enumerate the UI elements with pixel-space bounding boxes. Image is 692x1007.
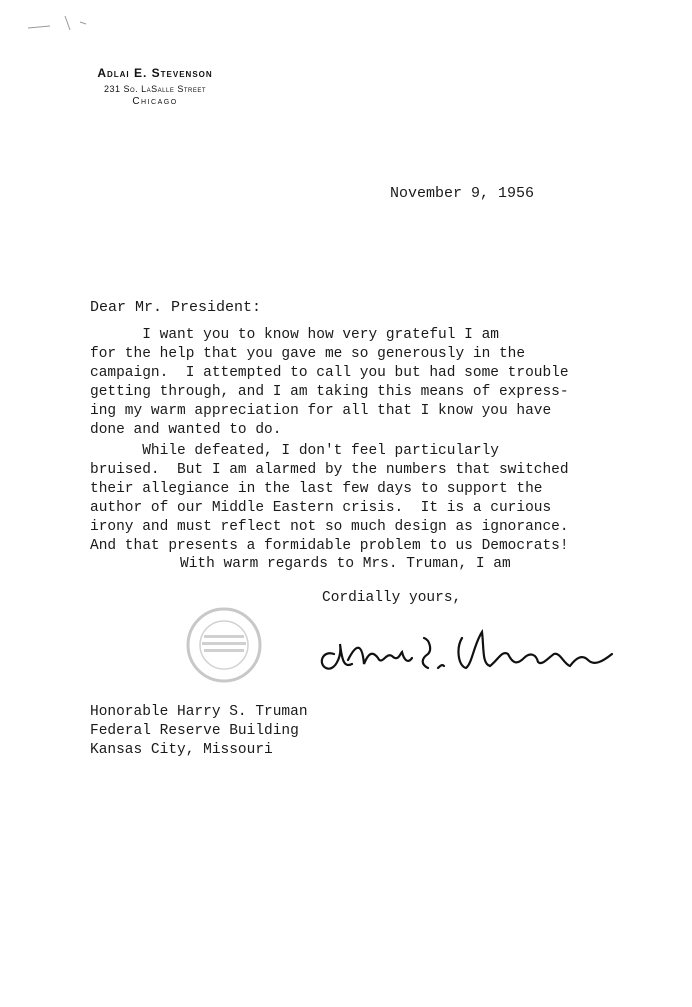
letterhead-city: Chicago (132, 96, 178, 107)
paragraph-2: While defeated, I don't feel particularly bruised. But I am alarmed by the numbers that switched their allegiance in the last few days to support the author of our Middle Eastern crisis. It is a curious irony and must reflect not so much design as ignorance. And that presents a formidable problem to us Democrats! (90, 443, 569, 554)
letterhead-street: 231 So. LaSalle Street (103, 84, 207, 94)
closing-line: With warm regards to Mrs. Truman, I am (180, 556, 511, 572)
address-line-3: Kansas City, Missouri (90, 742, 273, 758)
address-line-2: Federal Reserve Building (90, 723, 299, 739)
salutation: Dear Mr. President: (90, 299, 262, 316)
letterhead-name: Adlai E. Stevenson (97, 66, 213, 80)
handwritten-signature (312, 614, 632, 684)
recipient-address (90, 703, 308, 760)
letter-date: November 9, 1956 (390, 185, 535, 202)
pencil-mark (20, 8, 90, 38)
address-line-1: Honorable Harry S. Truman (90, 704, 308, 720)
letterhead (80, 66, 230, 107)
complimentary-close: Cordially yours, (322, 590, 462, 606)
paragraph-1: I want you to know how very grateful I am for the help that you gave me so generously in the campaign. I attempted to call you but had some trouble getting through, and I am taking this means of express- ing my warm appreciation for all that I know you have done and wanted to do. (90, 327, 569, 438)
archive-stamp (184, 605, 264, 685)
